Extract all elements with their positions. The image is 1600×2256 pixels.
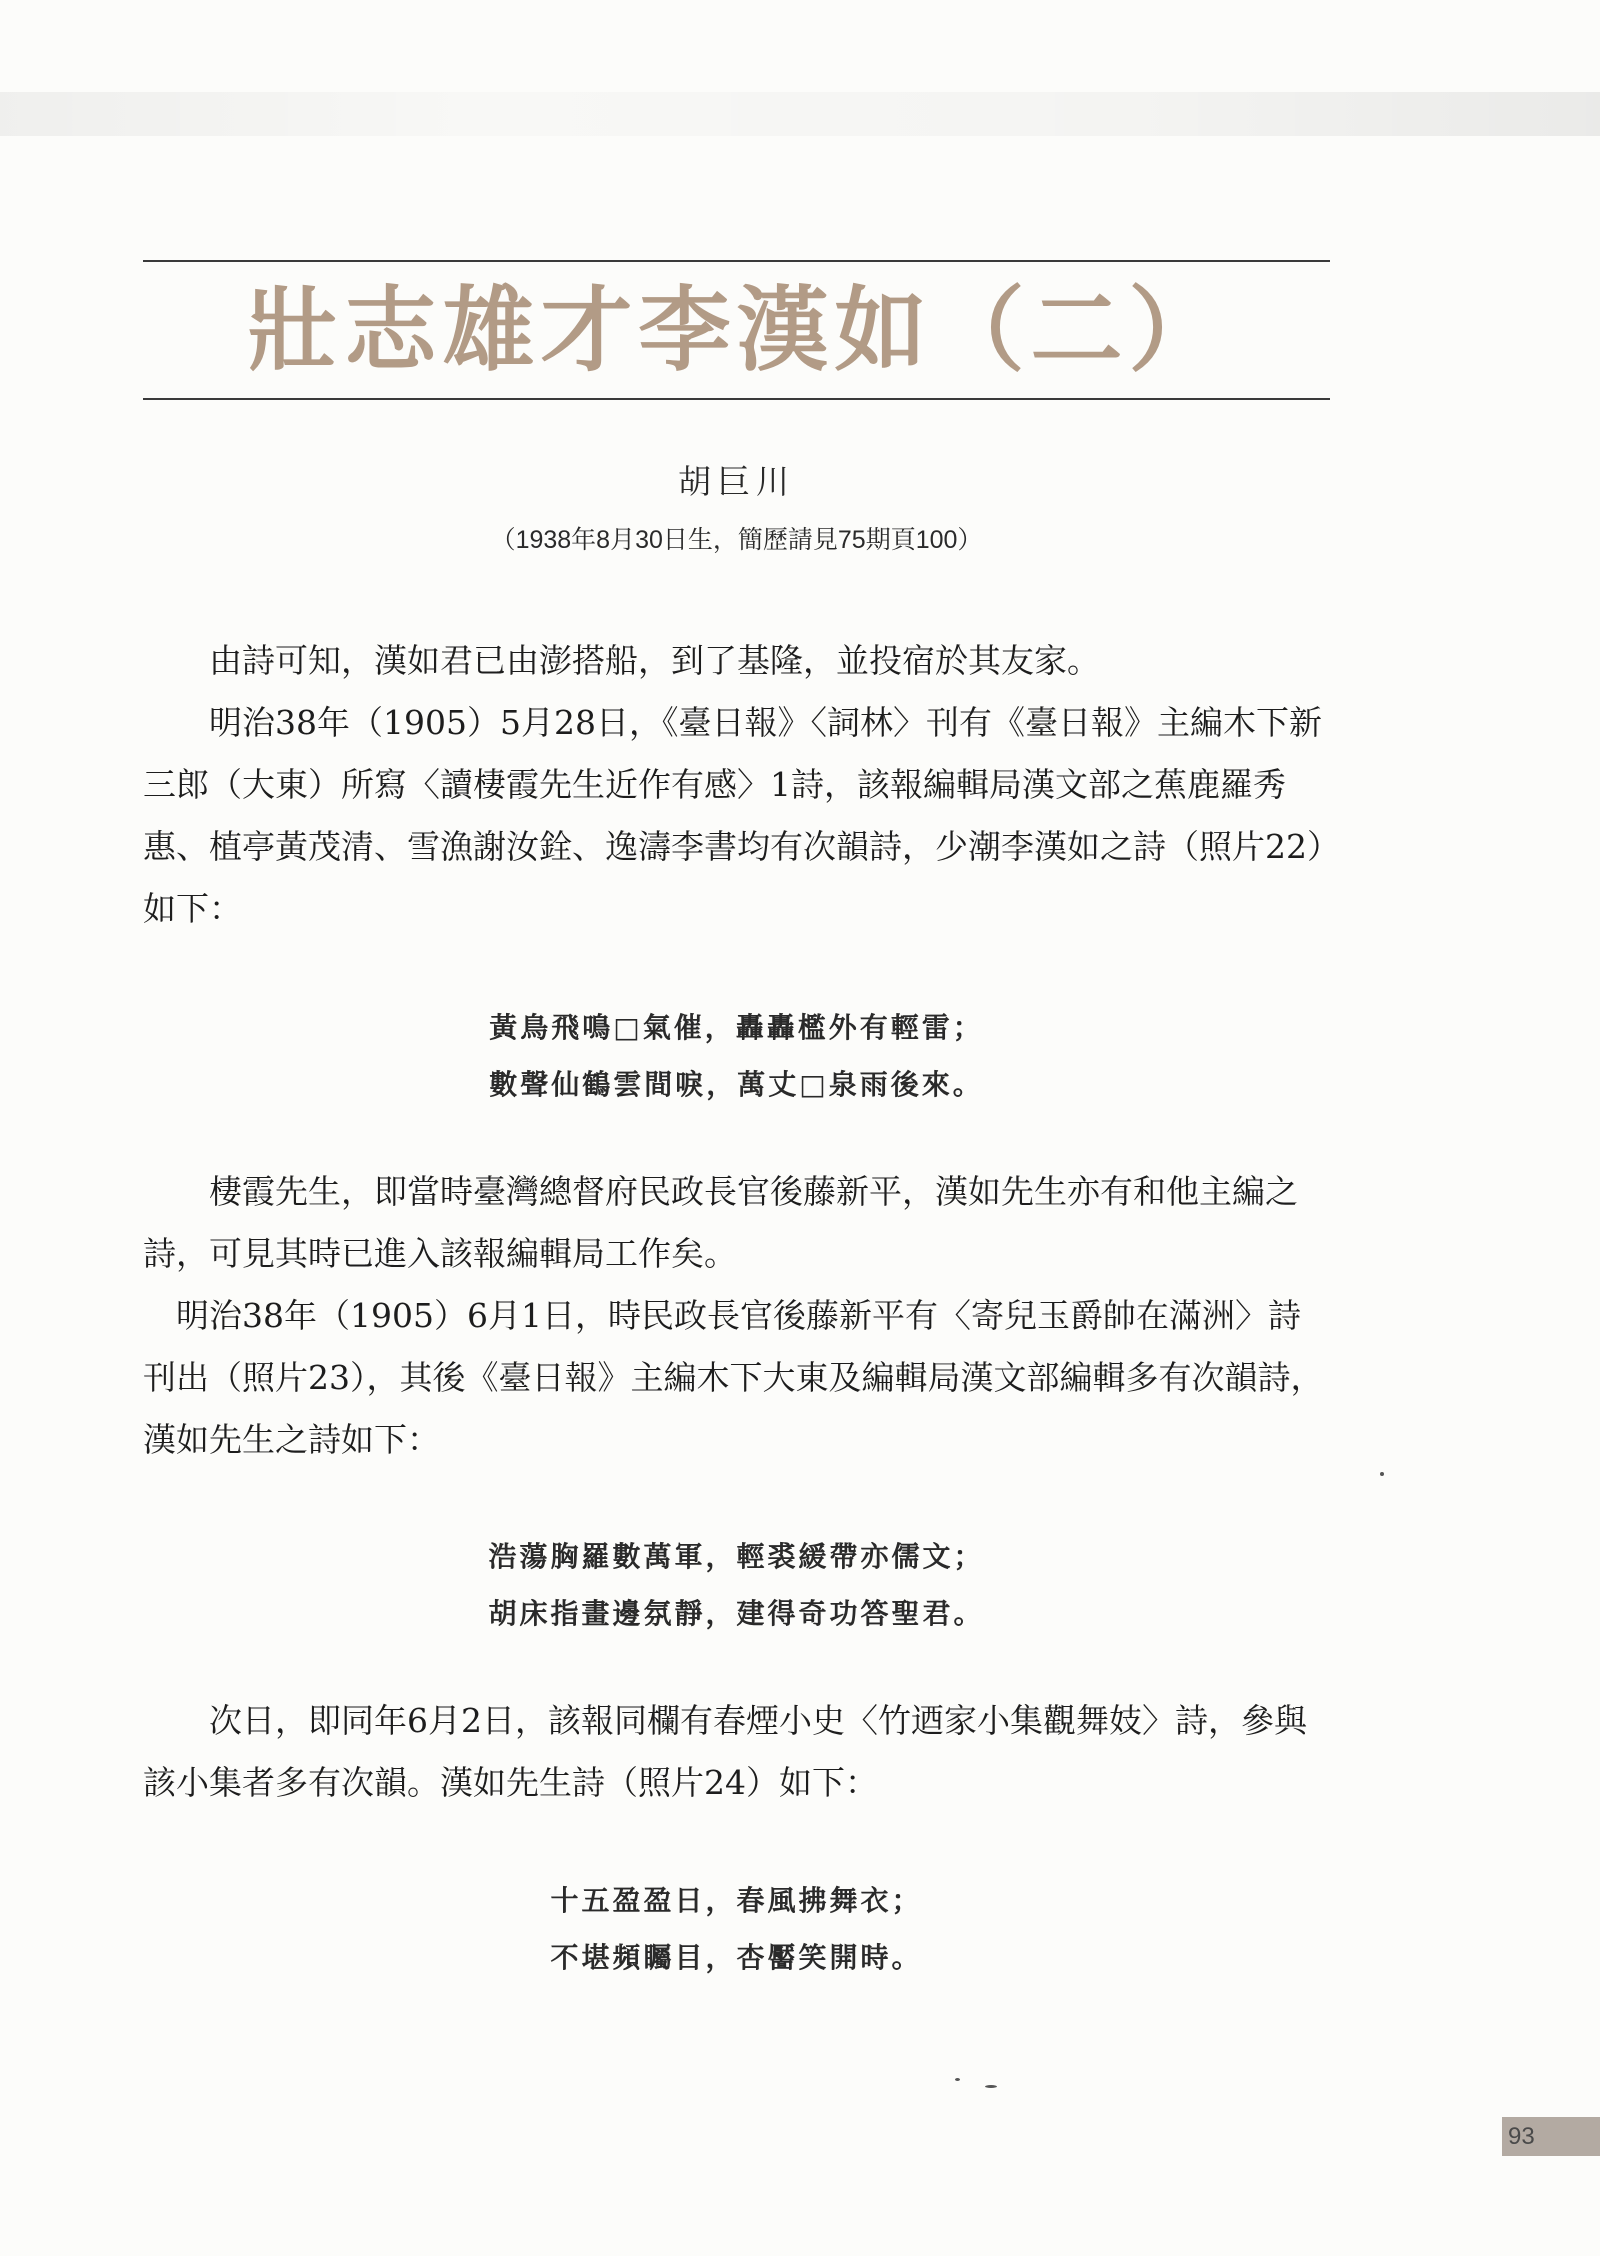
scan-speck [955, 2078, 960, 2081]
poem-line: 浩蕩胸羅數萬軍，輕裘緩帶亦儒文； [488, 1540, 985, 1573]
paragraph: 明治38年（1905）5月28日，《臺日報》〈詞林〉刊有《臺日報》主編木下新三郎（大東）所寫〈讀棲霞先生近作有感〉1詩，該報編輯局漢文部之蕉鹿羅秀惠、植亭黃茂清、雪漁謝汝銓、逸濤李書均有次韻詩，少潮李漢如之詩（照片22）如下： [143, 703, 1324, 928]
poem-line: 胡床指畫邊氛靜，建得奇功答聖君。 [488, 1597, 985, 1630]
body-section-2 [143, 1161, 1330, 1471]
title-rule-bottom [143, 398, 1330, 400]
body-section-1 [143, 630, 1330, 940]
poem-3 [143, 1872, 1330, 1986]
paragraph: 棲霞先生，即當時臺灣總督府民政長官後藤新平，漢如先生亦有和他主編之詩，可見其時已進入該報編輯局工作矣。 [143, 1172, 1298, 1273]
paragraph: 次日，即同年6月2日，該報同欄有春煙小史〈竹迺家小集觀舞妓〉詩，參與該小集者多有次韻。漢如先生詩（照片24）如下： [143, 1701, 1307, 1802]
poem-line: 黃鳥飛鳴□氣催，轟轟檻外有輕雷； [489, 1011, 984, 1044]
poem-line: 不堪頻矚目，杏靨笑開時。 [550, 1941, 923, 1974]
paragraph: 由詩可知，漢如君已由澎搭船，到了基隆，並投宿於其友家。 [209, 641, 1100, 680]
poem-line: 數聲仙鶴雲間唳，萬丈□泉雨後來。 [489, 1068, 984, 1101]
poem-2 [143, 1528, 1330, 1642]
title-rule-top [143, 260, 1330, 262]
page-number: 93 [1502, 2117, 1600, 2156]
article-title: 壯志雄才李漢如（二） [246, 276, 1227, 384]
poem-1 [143, 999, 1330, 1113]
poem-line: 十五盈盈日，春風拂舞衣； [550, 1884, 923, 1917]
paragraph: 明治38年（1905）6月1日，時民政長官後藤新平有〈寄兒玉爵帥在滿洲〉詩刊出（照片23），其後《臺日報》主編木下大東及編輯局漢文部編輯多有次韻詩，漢如先生之詩如下： [143, 1296, 1324, 1459]
scan-shadow [0, 92, 1600, 136]
scan-speck [1380, 1472, 1384, 1476]
author-note: （1938年8月30日生，簡歷請見75期頁100） [490, 526, 983, 554]
author-name: 胡巨川 [678, 462, 795, 501]
body-section-3 [143, 1690, 1330, 1814]
scan-speck [985, 2085, 997, 2088]
